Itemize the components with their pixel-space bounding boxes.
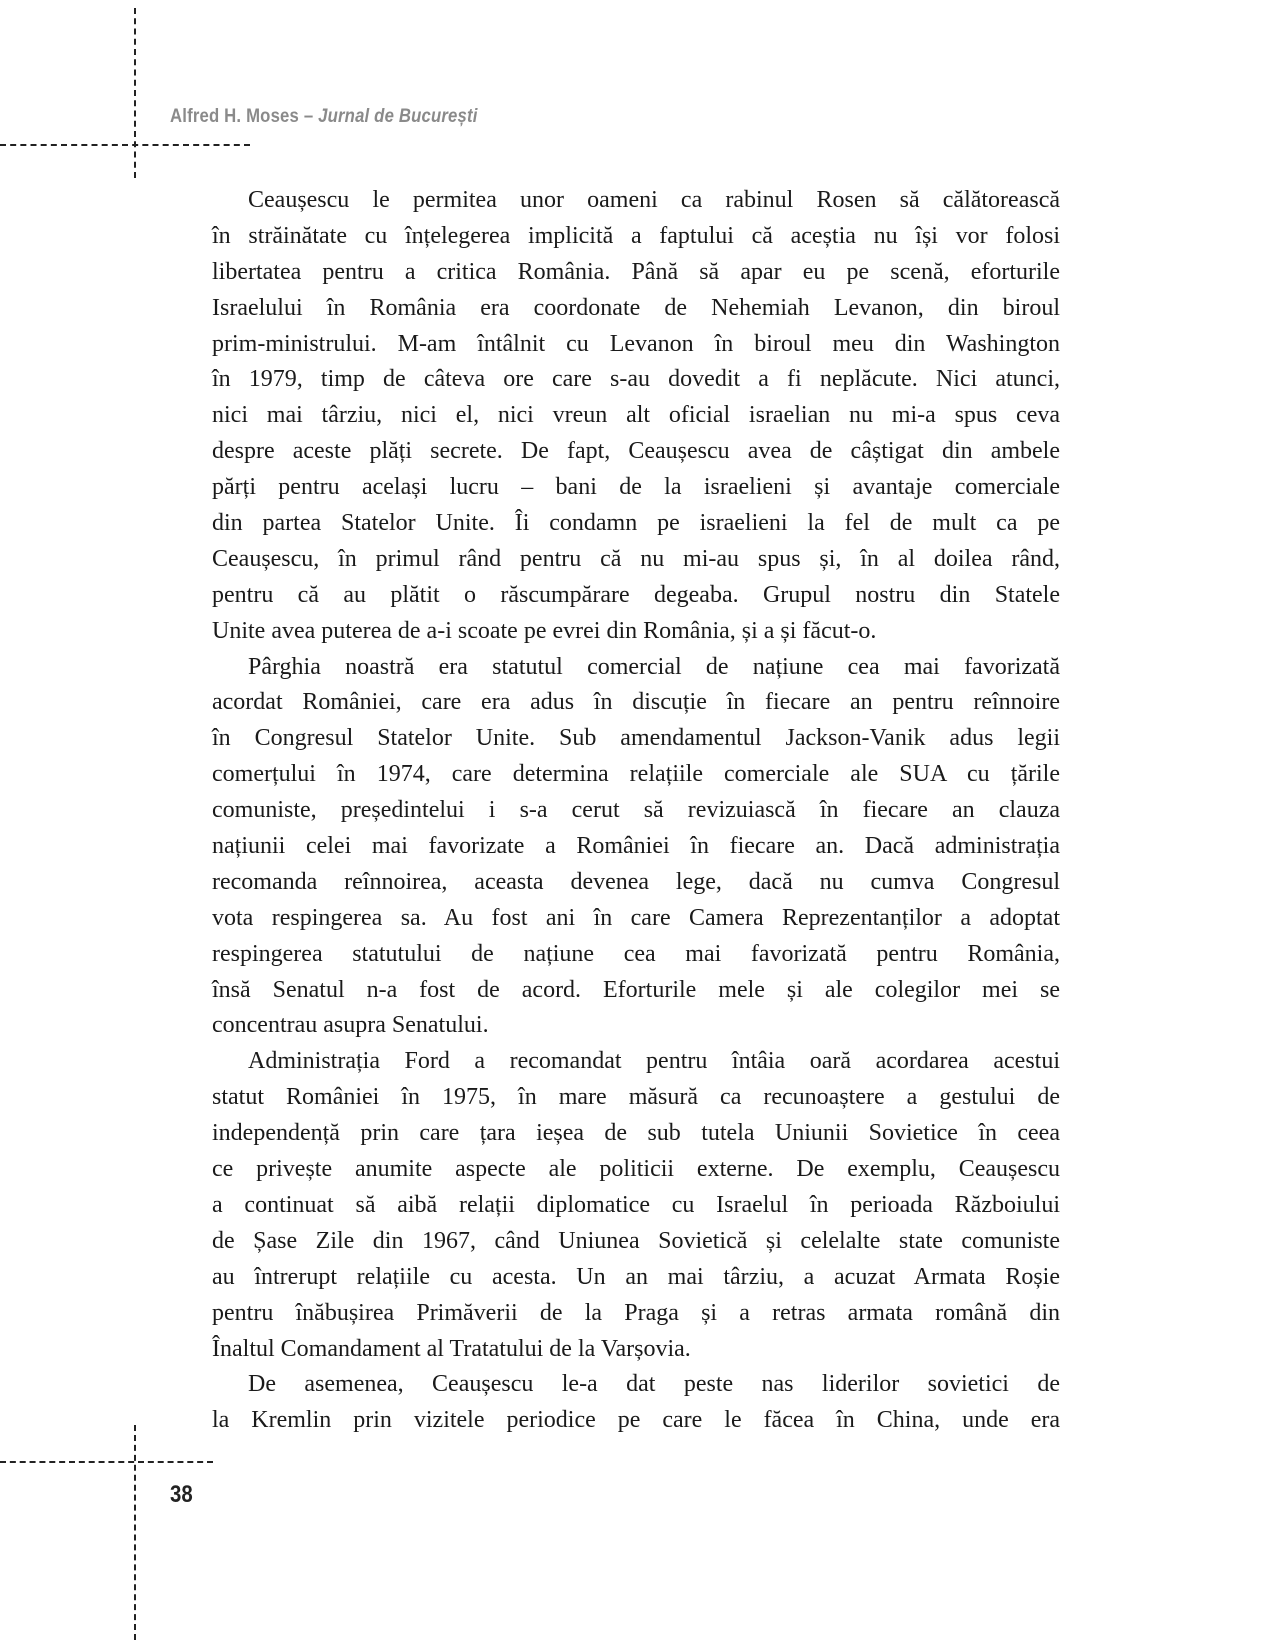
text-line: a continuat să aibă relații diplomatice cu Israelul în perioada Războiului [212, 1191, 1060, 1218]
text-line: Ceaușescu, în primul rând pentru că nu mi-au spus și, în al doilea rând, [212, 545, 1060, 572]
text-line: însă Senatul n-a fost de acord. Eforturile mele și ale colegilor mei se [212, 976, 1060, 1003]
text-line: națiunii celei mai favorizate a României în fiecare an. Dacă administrația [212, 833, 1060, 860]
text-line: Unite avea puterea de a-i scoate pe evrei din România, și a și făcut-o. [212, 617, 877, 644]
text-line: comerțului în 1974, care determina relațiile comerciale ale SUA cu țările [212, 761, 1060, 788]
text-line: respingerea statutului de națiune cea mai favorizată pentru România, [212, 940, 1060, 967]
text-line: pentru că au plătit o răscumpărare degeaba. Grupul nostru din Statele [212, 581, 1060, 608]
body-text [212, 183, 1060, 1439]
text-line: acordat României, care era adus în discuție în fiecare an pentru reînnoire [212, 689, 1060, 716]
text-line: nici mai târziu, nici el, nici vreun alt oficial israelian nu mi-a spus ceva [212, 402, 1060, 429]
text-line: în 1979, timp de câteva ore care s-au dovedit a fi neplăcute. Nici atunci, [212, 366, 1060, 393]
text-line: Administrația Ford a recomandat pentru întâia oară acordarea acestui [248, 1048, 1060, 1075]
text-line: din partea Statelor Unite. Îi condamn pe israelieni la fel de mult ca pe [212, 510, 1060, 537]
paragraph [212, 1367, 1060, 1439]
crop-mark-bottom-horizontal [0, 1461, 213, 1463]
paragraph [212, 183, 1060, 650]
text-line: în Congresul Statelor Unite. Sub amendamentul Jackson-Vanik adus legii [212, 725, 1060, 752]
paragraph [212, 1044, 1060, 1367]
book-title: Jurnal de București [318, 106, 478, 127]
crop-mark-bottom-vertical [134, 1425, 136, 1640]
text-line: de Șase Zile din 1967, când Uniunea Sovietică și celelalte state comuniste [212, 1227, 1060, 1254]
text-line: au întrerupt relațiile cu acesta. Un an mai târziu, a acuzat Armata Roșie [212, 1263, 1060, 1290]
text-line: la Kremlin prin vizitele periodice pe care le făcea în China, unde era [212, 1407, 1060, 1434]
text-line: ce privește anumite aspecte ale politicii externe. De exemplu, Ceaușescu [212, 1156, 1060, 1183]
text-line: despre aceste plăți secrete. De fapt, Ceaușescu avea de câștigat din ambele [212, 438, 1060, 465]
text-line: Israelului în România era coordonate de Nehemiah Levanon, din biroul [212, 294, 1060, 321]
text-line: statut României în 1975, în mare măsură ca recunoaștere a gestului de [212, 1084, 1060, 1111]
text-line: recomanda reînnoirea, aceasta devenea lege, dacă nu cumva Congresul [212, 868, 1060, 895]
text-line: independență prin care țara ieșea de sub tutela Uniunii Sovietice în ceea [212, 1120, 1060, 1147]
text-line: Pârghia noastră era statutul comercial de națiune cea mai favorizată [248, 653, 1060, 680]
text-line: De asemenea, Ceaușescu le-a dat peste nas liderilor sovietici de [248, 1371, 1060, 1398]
paragraph [212, 650, 1060, 1045]
text-line: concentrau asupra Senatului. [212, 1012, 489, 1039]
page-number: 38 [170, 1481, 193, 1508]
crop-mark-top-horizontal [0, 144, 250, 146]
author-name: Alfred H. Moses [170, 106, 300, 127]
text-line: libertatea pentru a critica România. Până să apar eu pe scenă, eforturile [212, 258, 1060, 285]
text-line: comuniste, președintelui i s-a cerut să revizuiască în fiecare an clauza [212, 797, 1060, 824]
crop-mark-top-vertical [134, 8, 136, 178]
running-head [170, 106, 478, 128]
text-line: Înaltul Comandament al Tratatului de la Varșovia. [212, 1335, 691, 1362]
text-line: în străinătate cu înțelegerea implicită a faptului că aceștia nu își vor folosi [212, 222, 1060, 249]
text-line: Ceaușescu le permitea unor oameni ca rabinul Rosen să călătorească [248, 187, 1060, 213]
text-line: prim-ministrului. M-am întâlnit cu Levanon în biroul meu din Washington [212, 330, 1060, 357]
text-line: părți pentru același lucru – bani de la israelieni și avantaje comerciale [212, 474, 1060, 501]
header-separator: – [299, 106, 319, 127]
text-line: vota respingerea sa. Au fost ani în care Camera Reprezentanților a adoptat [212, 904, 1060, 931]
text-line: pentru înăbușirea Primăverii de la Praga și a retras armata română din [212, 1299, 1060, 1326]
